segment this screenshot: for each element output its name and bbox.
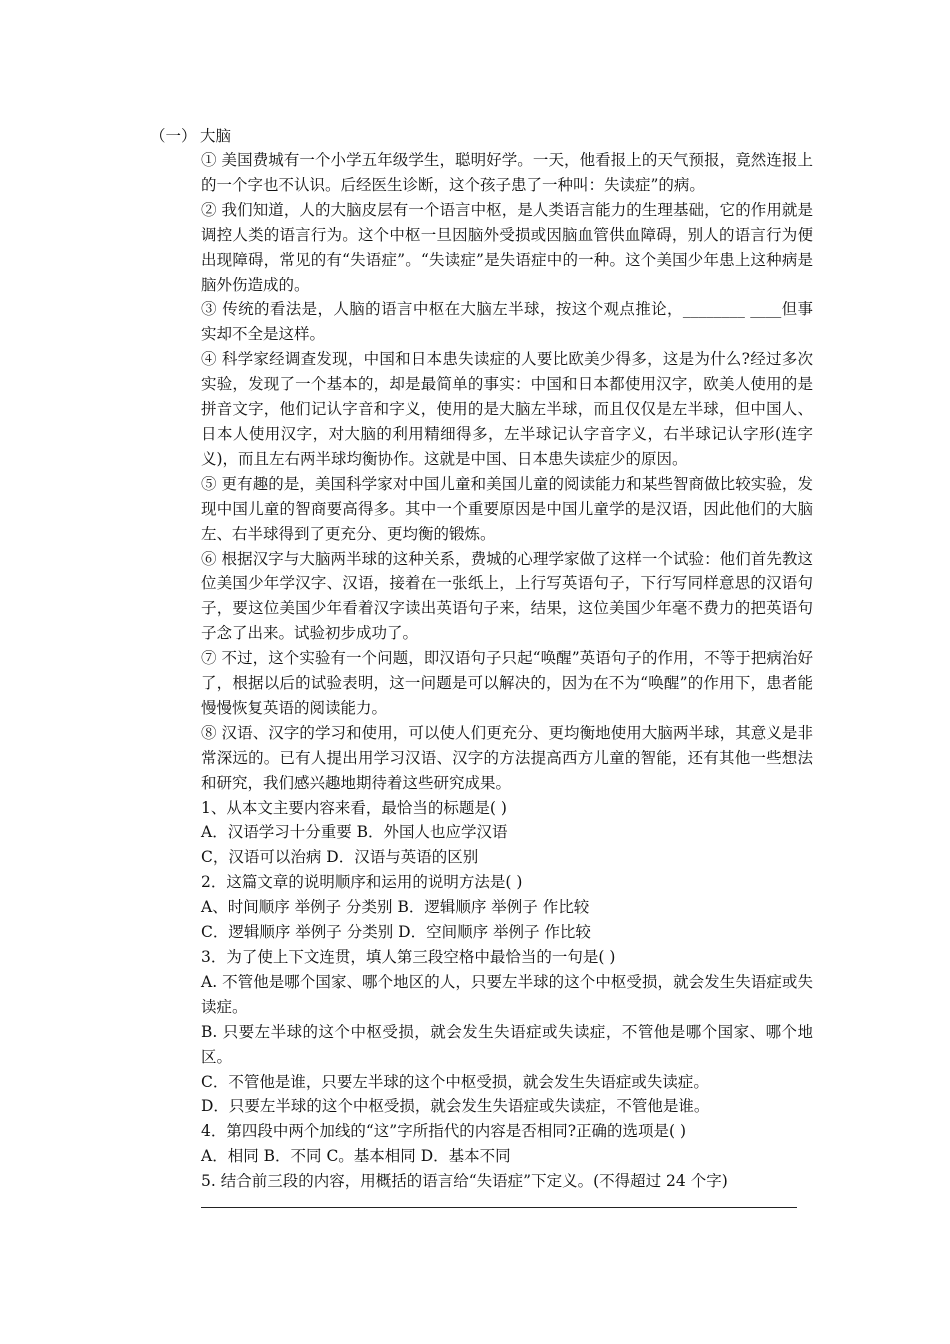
question-4-stem: 4．第四段中两个加线的“这”字所指代的内容是否相同?正确的选项是( ) — [201, 1122, 687, 1141]
question-2-stem: 2．这篇文章的说明顺序和运用的说明方法是( ) — [201, 873, 523, 892]
paragraph-1: ① 美国费城有一个小学五年级学生，聪明好学。一天，他看报上的天气预报，竟然连报上的一个字也不认识。后经医生诊断，这个孩子患了一种叫：失读症”的病。 — [201, 151, 813, 194]
question-4-options: A．相同 B．不同 C。基本相同 D．基本不同 — [201, 1147, 511, 1166]
question-5-stem: 5. 结合前三段的内容，用概括的语言给“失语症”下定义。(不得超过 24 个字) — [201, 1172, 728, 1191]
paragraph-7: ⑦ 不过，这个实验有一个问题，即汉语句子只起“唤醒”英语句子的作用，不等于把病治好了，根据以后的试验表明，这一问题是可以解决的，因为在不为“唤醒”的作用下，患者能慢慢恢复英语的阅读能力。 — [201, 649, 813, 717]
answer-blank-line[interactable] — [201, 1194, 797, 1208]
question-1-option-cd: C，汉语可以治病 D．汉语与英语的区别 — [201, 848, 479, 867]
question-2-option-ab: A、时间顺序 举例子 分类别 B．逻辑顺序 举例子 作比较 — [201, 898, 590, 917]
paragraph-2: ② 我们知道，人的大脑皮层有一个语言中枢，是人类语言能力的生理基础，它的作用就是调控人类的语言行为。这个中枢一旦因脑外受损或因脑血管供血障碍，别人的语言行为便出现障碍，常见的有“失语症”。“失读症”是失语症中的一种。这个美国少年患上这种病是脑外伤造成的。 — [201, 200, 813, 294]
section-number: （一） — [150, 127, 197, 145]
passage-and-questions — [201, 148, 813, 1208]
paragraph-6: ⑥ 根据汉字与大脑两半球的这种关系，费城的心理学家做了这样一个试验：他们首先教这位美国少年学汉字、汉语，接着在一张纸上，上行写英语句子，下行写同样意思的汉语句子，要这位美国少年看着汉字读出英语句子来，结果，这位美国少年毫不费力的把英语句子念了出来。试验初步成功了。 — [201, 549, 813, 643]
paragraph-3: ③ 传统的看法是，人脑的语言中枢在大脑左半球，按这个观点推论，________ ____但事实却不全是这样。 — [201, 300, 813, 344]
question-3-option-d: D．只要左半球的这个中枢受损，就会发生失语症或失读症，不管他是谁。 — [201, 1097, 710, 1116]
question-3-stem: 3．为了使上下文连贯，填人第三段空格中最恰当的一句是( ) — [201, 948, 616, 966]
paragraph-4: ④ 科学家经调查发现，中国和日本患失读症的人要比欧美少得多，这是为什么?经过多次实验，发现了一个基本的，却是最简单的事实：中国和日本都使用汉字，欧美人使用的是拼音文字，他们记认字音和字义，使用的是大脑左半球，而且仅仅是左半球，但中国人、日本人使用汉字，对大脑的利用精细得多，左半球记认字音字义，右半球记认字形(连字义)，而且左右两半球均衡协作。这就是中国、日本患失读症少的原因。 — [201, 350, 813, 468]
question-1-stem: 1、从本文主要内容来看，最恰当的标题是( ) — [201, 798, 507, 817]
section-title: 大脑 — [200, 127, 232, 145]
question-2-option-cd: C．逻辑顺序 举例子 分类别 D．空间顺序 举例子 作比较 — [201, 923, 591, 942]
paragraph-8: ⑧ 汉语、汉字的学习和使用，可以使人们更充分、更均衡地使用大脑两半球，其意义是非常深远的。已有人提出用学习汉语、汉字的方法提高西方儿童的智能，还有其他一些想法和研究，我们感兴趣地期待着这些研究成果。 — [201, 723, 813, 792]
question-3-option-a: A. 不管他是哪个国家、哪个地区的人，只要左半球的这个中枢受损，就会发生失语症或失读症。 — [201, 972, 813, 1016]
question-3-option-c: C．不管他是谁，只要左半球的这个中枢受损，就会发生失语症或失读症。 — [201, 1072, 709, 1091]
question-3-option-b: B. 只要左半球的这个中枢受损，就会发生失语症或失读症，不管他是哪个国家、哪个地区。 — [201, 1022, 813, 1066]
section-heading — [150, 124, 231, 148]
question-1-option-ab: A．汉语学习十分重要 B．外国人也应学汉语 — [201, 823, 508, 842]
paragraph-5: ⑤ 更有趣的是，美国科学家对中国儿童和美国儿童的阅读能力和某些智商做比较实验，发现中国儿童的智商要高得多。其中一个重要原因是中国儿童学的是汉语，因此他们的大脑左、右半球得到了更充分、更均衡的锻炼。 — [201, 474, 813, 543]
